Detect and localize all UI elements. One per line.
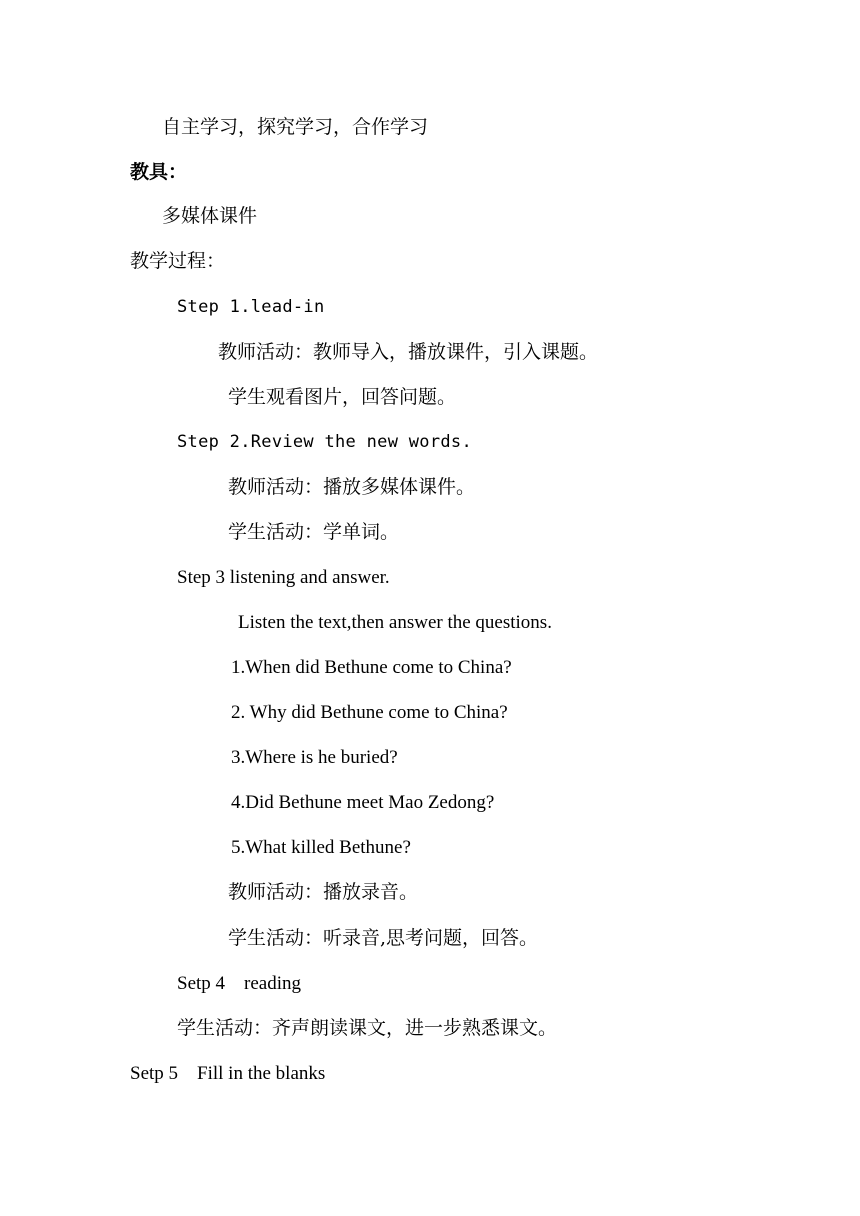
step-1-heading: Step 1.lead-in bbox=[177, 297, 325, 317]
question-3: 3.Where is he buried? bbox=[231, 747, 398, 768]
step-5-heading: Setp 5 Fill in the blanks bbox=[130, 1063, 326, 1084]
step-4-heading: Setp 4 reading bbox=[177, 973, 302, 994]
step-1-teacher-activity: 教师活动：教师导入，播放课件，引入课题。 bbox=[218, 341, 599, 363]
teaching-process-heading: 教学过程： bbox=[130, 250, 226, 272]
step-3-teacher-activity: 教师活动：播放录音。 bbox=[228, 881, 419, 903]
step-1-student-activity: 学生观看图片，回答问题。 bbox=[228, 386, 457, 408]
question-1: 1.When did Bethune come to China? bbox=[231, 657, 512, 678]
step-2-heading: Step 2.Review the new words. bbox=[177, 432, 472, 452]
step-2-student-activity: 学生活动：学单词。 bbox=[228, 521, 400, 543]
question-2: 2. Why did Bethune come to China? bbox=[231, 702, 508, 723]
step-3-student-activity: 学生活动：听录音,思考问题，回答。 bbox=[228, 927, 539, 949]
teaching-aids-heading: 教具： bbox=[130, 161, 188, 183]
teaching-aids-text: 多媒体课件 bbox=[162, 205, 258, 227]
step-2-teacher-activity: 教师活动：播放多媒体课件。 bbox=[228, 476, 476, 498]
step-3-heading: Step 3 listening and answer. bbox=[177, 567, 390, 588]
question-5: 5.What killed Bethune? bbox=[231, 837, 411, 858]
step-3-instruction: Listen the text,then answer the questions. bbox=[238, 612, 552, 633]
learning-methods-text: 自主学习，探究学习，合作学习 bbox=[162, 116, 429, 138]
question-4: 4.Did Bethune meet Mao Zedong? bbox=[231, 792, 495, 813]
step-4-student-activity: 学生活动：齐声朗读课文，进一步熟悉课文。 bbox=[177, 1017, 558, 1039]
